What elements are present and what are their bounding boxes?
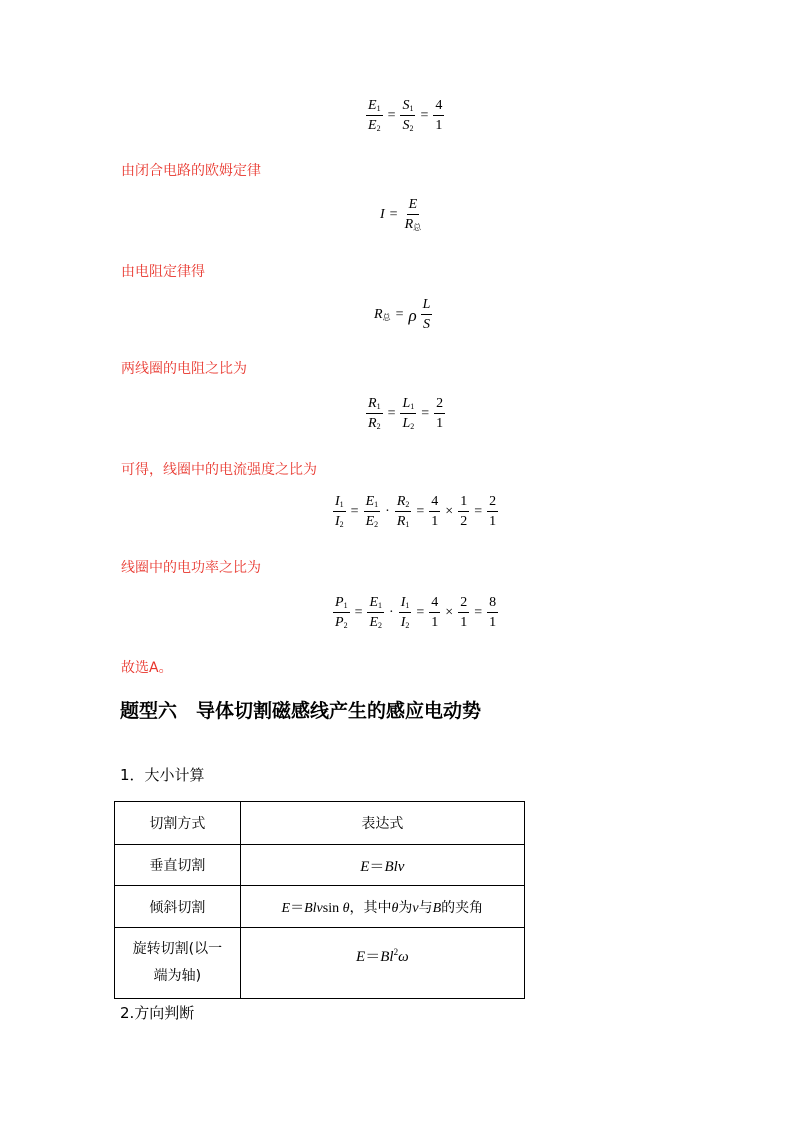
table-header-expression: 表达式 (240, 802, 524, 845)
table-cell-method: 倾斜切割 (115, 886, 241, 928)
table-cell-method (115, 928, 241, 999)
text-resistance-ratio: 两线圈的电阻之比为 (121, 361, 247, 377)
method-line-1: 旋转切割(以一 (132, 941, 223, 957)
formula-power-ratio: $\frac{P_1}{P_2}$ = $\frac{E_1}{E_2}$ · $\frac{I_1}{I_2}$ = $\frac{4}{1}$ × $\frac{2}{1}$ = $\frac{8}{1}$ (335, 595, 497, 630)
text-power-ratio: 线圈中的电功率之比为 (121, 560, 261, 576)
formula-current: I = $\frac{E}{R_总}$ (380, 197, 422, 232)
table-cell-expression: E＝Blv (240, 845, 524, 886)
formula-resistance-ratio: $\frac{R_1}{R_2}$ = $\frac{L_1}{L_2}$ = $\frac{2}{1}$ (368, 396, 444, 431)
text-current-ratio: 可得，线圈中的电流强度之比为 (121, 462, 317, 478)
section-heading: 题型六 导体切割磁感线产生的感应电动势 (120, 700, 482, 722)
table-row (115, 928, 525, 999)
subsection-direction: 2.方向判断 (120, 1004, 195, 1022)
formula-emf-ratio: $\frac{E_1}{E_2}$ = $\frac{S_1}{S_2}$ = $\frac{4}{1}$ (368, 98, 443, 133)
table-row (115, 845, 525, 886)
table-row (115, 886, 525, 928)
subsection-magnitude: 1．大小计算 (120, 766, 205, 784)
text-resistance-law: 由电阻定律得 (121, 264, 205, 280)
method-line-2: 端为轴) (153, 968, 202, 984)
text-ohm-law: 由闭合电路的欧姆定律 (121, 163, 261, 179)
formula-current-ratio: $\frac{I_1}{I_2}$ = $\frac{E_1}{E_2}$ · $\frac{R_2}{R_1}$ = $\frac{4}{1}$ × $\frac{1}{2}$ = $\frac{2}{1}$ (335, 494, 497, 529)
table-cell-expression: $E=Bl^2\omega$ (240, 928, 524, 999)
emf-formula-table (114, 801, 525, 999)
table-header-row (115, 802, 525, 845)
answer-conclusion: 故选A。 (121, 660, 173, 676)
table-cell-expression: E＝Blvsin θ，其中θ为v与B的夹角 (240, 886, 524, 928)
table-cell-method: 垂直切割 (115, 845, 241, 886)
table-header-method: 切割方式 (115, 802, 241, 845)
formula-resistance: $R_总$ = ρ $\frac{L}{S}$ (374, 297, 431, 332)
